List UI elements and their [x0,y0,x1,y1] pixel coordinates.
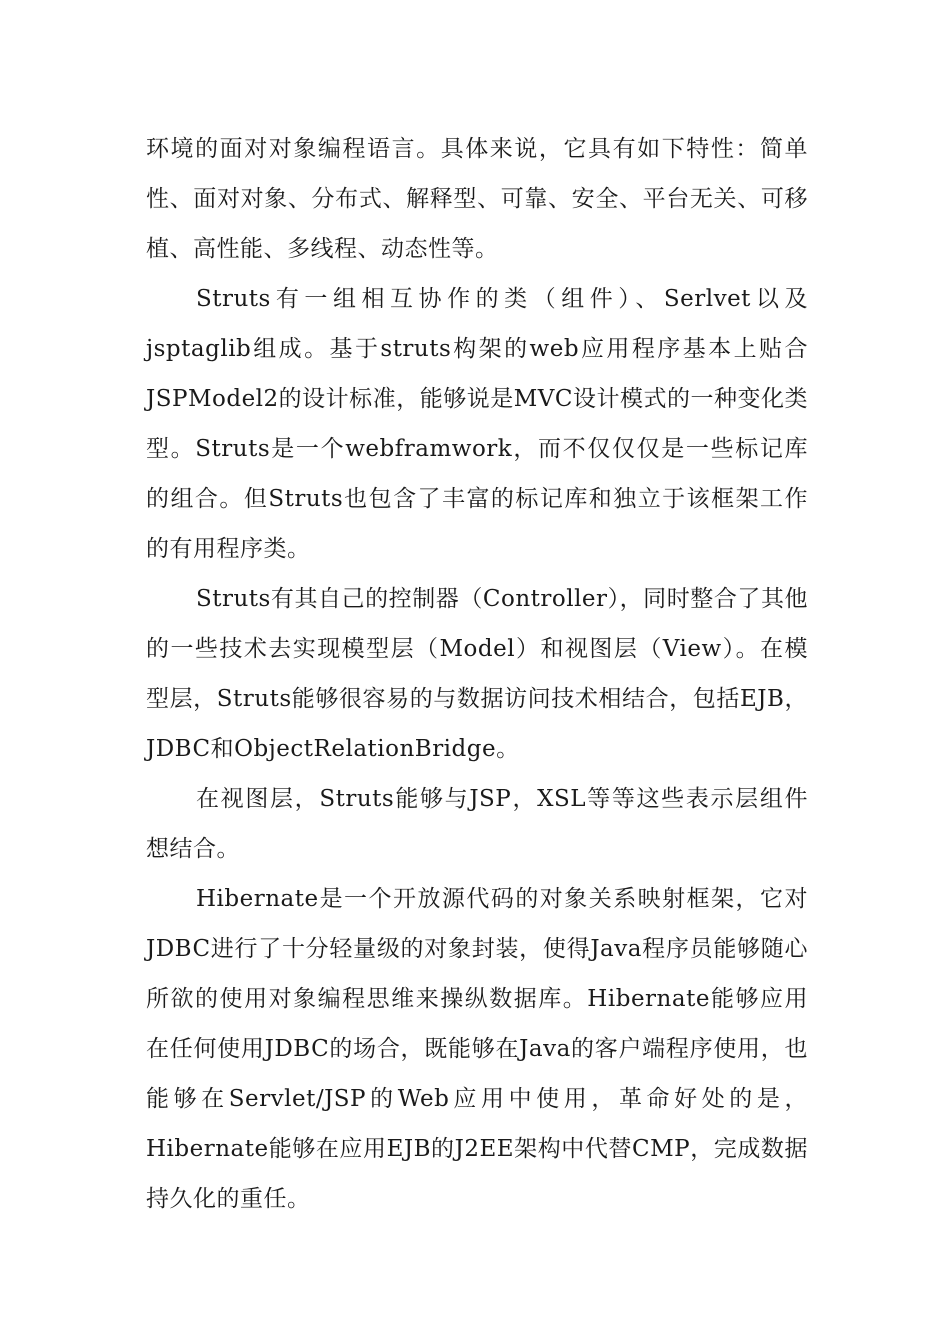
paragraph-struts-view: 在视图层，Struts能够与JSP，XSL等等这些表示层组件想结合。 [146,786,808,862]
paragraph-java-features: 环境的面对对象编程语言。具体来说，它具有如下特性：简单性、面对对象、分布式、解释型、可靠、安全、平台无关、可移植、高性能、多线程、动态性等。 [146,136,808,262]
paragraph-hibernate: Hibernate是一个开放源代码的对象关系映射框架，它对JDBC进行了十分轻量级的对象封装，使得Java程序员能够随心所欲的使用对象编程思维来操纵数据库。Hibernate能够应用在任何使用JDBC的场合，既能够在Java的客户端程序使用，也能够在Servlet/JSP的Web应用中使用，革命好处的是，Hibernate能够在应用EJB的J2EE架构中代替CMP，完成数据持久化的重任。 [146,886,808,1212]
document-body [146,124,808,1224]
paragraph-struts-intro: Struts有一组相互协作的类（组件）、Serlvet以及jsptaglib组成。基于struts构架的web应用程序基本上贴合JSPModel2的设计标准，能够说是MVC设计模式的一种变化类型。Struts是一个webframwork，而不仅仅仅是一些标记库的组合。但Struts也包含了丰富的标记库和独立于该框架工作的有用程序类。 [146,286,808,562]
paragraph-struts-controller: Struts有其自己的控制器（Controller），同时整合了其他的一些技术去实现模型层（Model）和视图层（View）。在模型层，Struts能够很容易的与数据访问技术相结合，包括EJB，JDBC和ObjectRelationBridge。 [146,586,808,762]
